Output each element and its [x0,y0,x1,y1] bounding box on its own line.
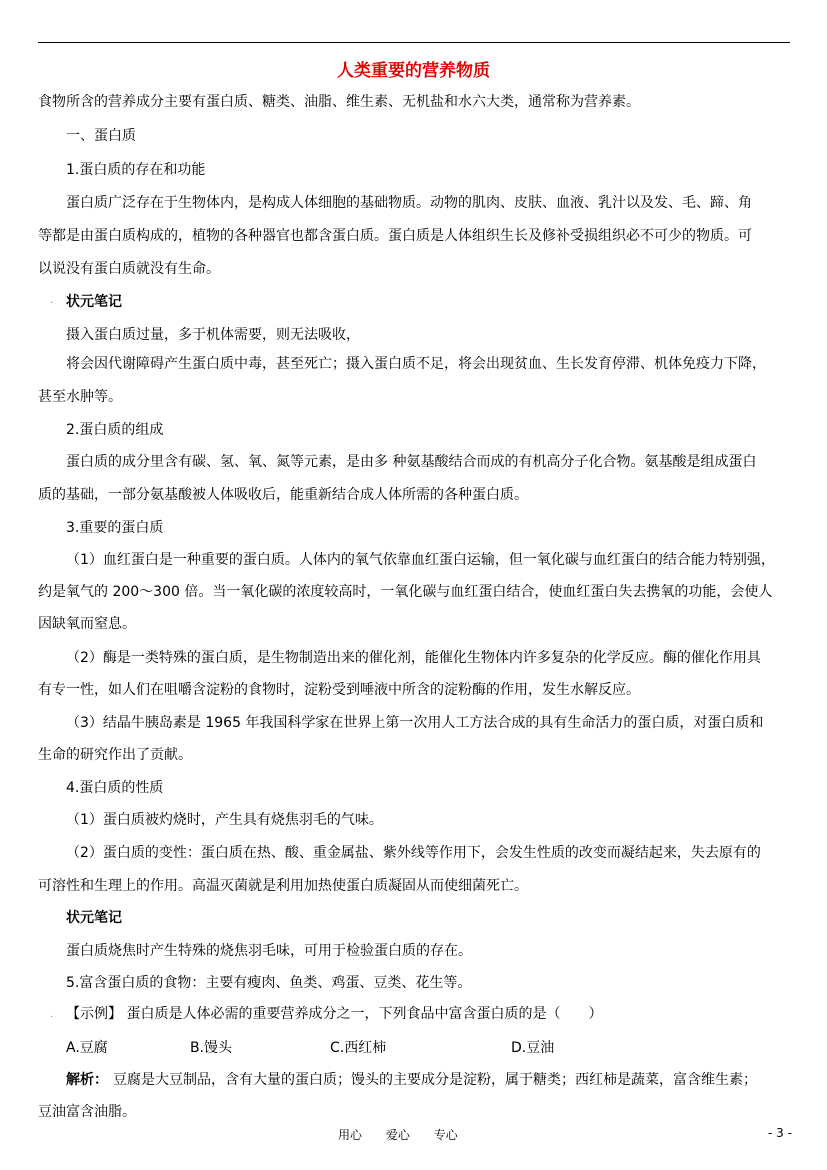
paragraph-line: （1）血红蛋白是一种重要的蛋白质。人体内的氧气依靠血红蛋白运输，但一氧化碳与血红蛋白的结合能力特别强， [66,552,775,568]
paragraph-line: 蛋白质的成分里含有碳、氢、氧、氮等元素，是由多 种氨基酸结合而成的有机高分子化合物。氨基酸是组成蛋白 [66,454,757,470]
subsection-heading: 2.蛋白质的组成 [66,422,164,438]
paragraph-line: 5.富含蛋白质的食物：主要有瘦肉、鱼类、鸡蛋、豆类、花生等。 [66,975,472,991]
paragraph-line: 因缺氧而窒息。 [38,616,136,632]
paragraph-line: （2）酶是一类特殊的蛋白质，是生物制造出来的催化剂，能催化生物体内许多复杂的化学反应。酶的催化作用具 [66,650,761,666]
paragraph-line: 甚至水肿等。 [38,389,122,405]
paragraph-line: 质的基础，一部分氨基酸被人体吸收后，能重新结合成人体所需的各种蛋白质。 [38,487,528,503]
paragraph-line: 约是氧气的 200～300 倍。当一氧化碳的浓度较高时，一氧化碳与血红蛋白结合，使血红蛋白失去携氧的功能，会使人 [38,584,773,600]
paragraph-line: （1）蛋白质被灼烧时，产生具有烧焦羽毛的气味。 [66,812,383,828]
paragraph-line: 可溶性和生理上的作用。高温灭菌就是利用加热使蛋白质凝固从而使细菌死亡。 [38,878,528,894]
option-b: B.馒头 [190,1040,233,1056]
page-title: 人类重要的营养物质 [337,61,490,81]
paragraph-line: （2）蛋白质的变性：蛋白质在热、酸、重金属盐、紫外线等作用下，会发生性质的改变而凝结起来，失去原有的 [66,845,761,861]
section-heading: 一、蛋白质 [66,128,136,144]
bullet-mark: . [50,295,54,306]
intro-text: 食物所含的营养成分主要有蛋白质、糖类、油脂、维生素、无机盐和水六大类，通常称为营养素。 [38,94,640,110]
option-a: A.豆腐 [66,1040,108,1056]
analysis-text: 豆油富含油脂。 [38,1104,136,1120]
paragraph-line: 蛋白质烧焦时产生特殊的烧焦羽毛味，可用于检验蛋白质的存在。 [66,943,472,959]
page-number: - 3 - [768,1126,792,1140]
bullet-mark: . [50,1009,54,1020]
analysis-text: 豆腐是大豆制品，含有大量的蛋白质；馒头的主要成分是淀粉，属于糖类；西红柿是蔬菜，富含维生素； [113,1072,757,1088]
paragraph-line: 摄入蛋白质过量，多于机体需要，则无法吸收， [66,327,360,343]
subsection-heading: 3.重要的蛋白质 [66,520,164,536]
subsection-heading: 1.蛋白质的存在和功能 [66,162,206,178]
paragraph-line: 以说没有蛋白质就没有生命。 [38,261,220,277]
note-heading: 状元笔记 [66,294,122,310]
paragraph-line: 生命的研究作出了贡献。 [38,747,192,763]
paragraph-line: 蛋白质广泛存在于生物体内，是构成人体细胞的基础物质。动物的肌肉、皮肤、血液、乳汁以及发、毛、蹄、角 [66,195,752,211]
footer-motto: 专心 [433,1128,458,1142]
paragraph-line: （3）结晶牛胰岛素是 1965 年我国科学家在世界上第一次用人工方法合成的具有生命活力的蛋白质，对蛋白质和 [66,715,764,731]
footer-motto: 爱心 [385,1128,410,1142]
note-heading: 状元笔记 [66,910,122,926]
header-rule [38,42,790,43]
option-c: C.西红柿 [330,1040,387,1056]
example-question: 【示例】 蛋白质是人体必需的重要营养成分之一，下列食品中富含蛋白质的是（ ） [66,1006,603,1022]
paragraph-line: 有专一性，如人们在咀嚼含淀粉的食物时，淀粉受到唾液中所含的淀粉酶的作用，发生水解反应。 [38,682,640,698]
option-d: D.豆油 [511,1040,555,1056]
analysis-label: 解析： [66,1072,108,1088]
paragraph-line: 将会因代谢障碍产生蛋白质中毒，甚至死亡；摄入蛋白质不足，将会出现贫血、生长发育停滞、机体免疫力下降， [66,356,766,372]
subsection-heading: 4.蛋白质的性质 [66,780,164,796]
paragraph-line: 等都是由蛋白质构成的，植物的各种器官也都含蛋白质。蛋白质是人体组织生长及修补受损组织必不可少的物质。可 [38,228,752,244]
footer-motto: 用心 [338,1128,363,1142]
